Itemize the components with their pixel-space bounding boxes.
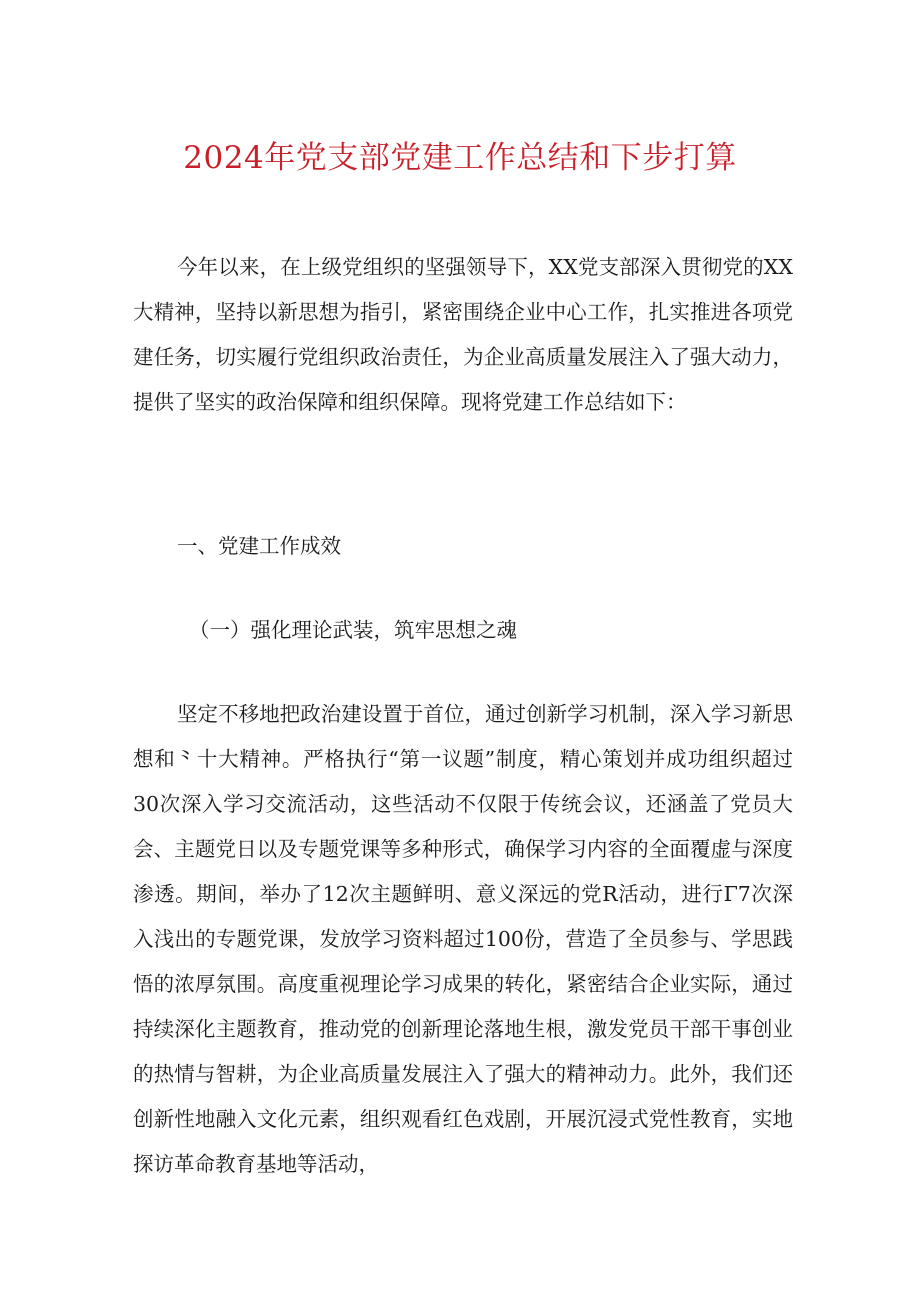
document-title: 2024年党支部党建工作总结和下步打算 (183, 140, 737, 176)
intro-paragraph: 今年以来，在上级党组织的坚强领导下，XX党支部深入贯彻党的XX大精神，坚持以新思想为指引，紧密围绕企业中心工作，扎实推进各项党建任务，切实履行党组织政治责任，为企业高质量发展注入了强大动力，提供了坚实的政治保障和组织保障。现将党建工作总结如下： (133, 255, 793, 414)
body-paragraph: 坚定不移地把政治建设置于首位，通过创新学习机制，深入学习新思想和⺀十大精神。严格执行“第一议题”制度，精心策划并成功组织超过30次深入学习交流活动，这些活动不仅限于传统会议，还涵盖了党员大会、主题党日以及专题党课等多种形式，确保学习内容的全面覆虚与深度渗透。期间，举办了12次主题鲜明、意义深远的党R活动，进行Γ7次深入浅出的专题党课，发放学习资料超过100份，营造了全员参与、学思践悟的浓厚氛围。高度重视理论学习成果的转化，紧密结合企业实际，通过持续深化主题教育，推动党的创新理论落地生根，激发党员干部干事创业的热情与智耕，为企业高质量发展注入了强大的精神动力。此外，我们还创新性地融入文化元素，组织观看红色戏剧，开展沉浸式党性教育，实地探访革命教育基地等活动， (133, 702, 793, 1176)
section-heading: 一、党建工作成效 (177, 534, 341, 558)
subsection-heading: （一）强化理论武装，筑牢思想之魂 (189, 618, 517, 642)
